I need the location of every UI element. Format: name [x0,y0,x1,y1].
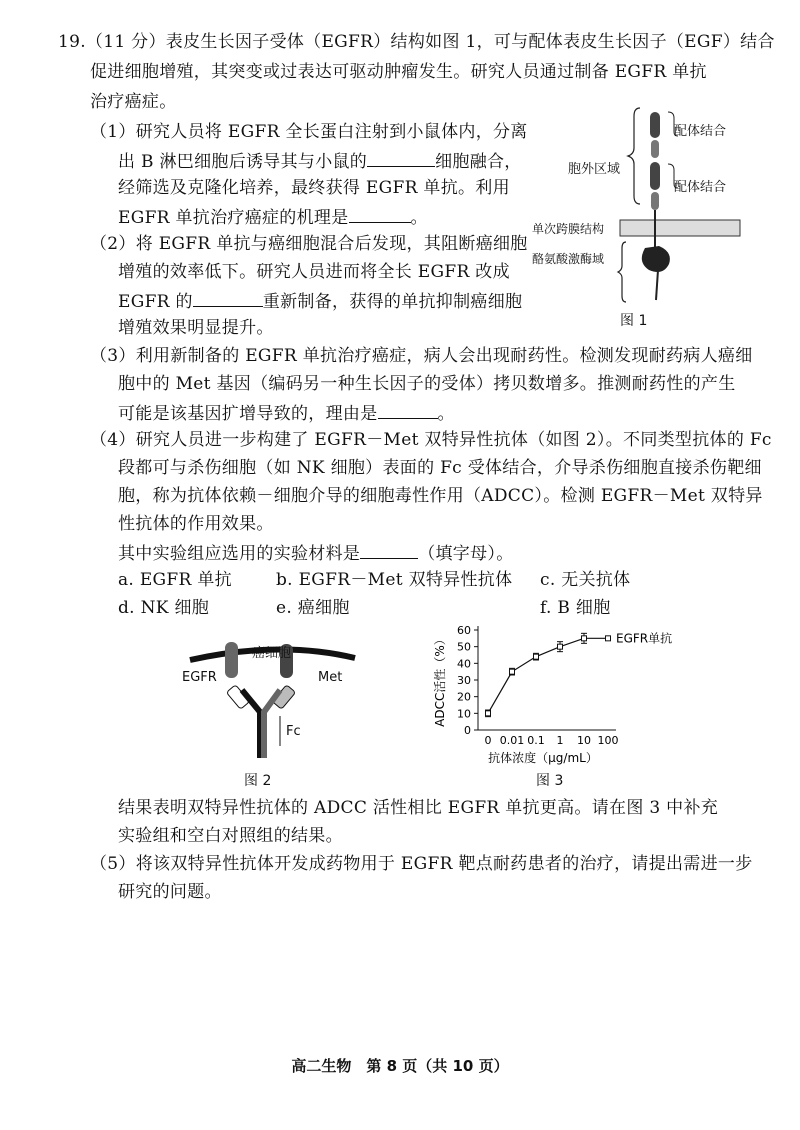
domain-2 [651,140,659,158]
page-footer: 高二生物 第 8 页（共 10 页） [291,1057,509,1075]
domain-4 [651,192,659,210]
answer-blank-4[interactable] [378,400,438,419]
egfr-structure-diagram [560,100,760,310]
figure-2 [180,630,380,790]
intracellular-brace [618,242,626,302]
figure-2-caption: 图 2 [244,773,272,789]
question-header-line3: 治疗癌症。 [90,92,177,112]
label-cancer-cell: 癌细胞 [252,646,292,661]
x-tick-label: 0.01 [499,734,525,747]
option-d: d. NK 细胞 [118,598,210,618]
answer-blank-5[interactable] [360,540,418,559]
series-line-egfr [488,638,608,713]
extracellular-brace [628,108,640,204]
answer-blank-3[interactable] [193,288,263,307]
x-tick-label: 10 [577,734,591,747]
y-axis-label: ADCC活性（%） [433,633,447,727]
label-ligand-binding-2: 配体结合 [674,180,727,195]
part4-result-line1: 结果表明双特异性抗体的 ADCC 活性相比 EGFR 单抗更高。请在图 3 中补充 [118,798,719,818]
data-point [510,669,515,674]
option-c: c. 无关抗体 [540,570,631,590]
part2-line3: EGFR 的 重新制备，获得的单抗抑制癌细胞 [118,288,522,314]
data-point [486,711,491,716]
part2-line4: 增殖效果明显提升。 [118,318,274,338]
part1-line2: 出 B 淋巴细胞后诱导其与小鼠的 细胞融合， [118,148,522,174]
option-a: a. EGFR 单抗 [118,570,232,590]
part3-line1: （3）利用新制备的 EGFR 单抗治疗癌症，病人会出现耐药性。检测发现耐药病人癌细 [90,346,753,366]
part1-line4: EGFR 单抗治疗癌症的机理是 。 [118,204,428,230]
label-egfr: EGFR [182,670,217,685]
series-legend: EGFR单抗 [616,631,673,646]
part5-line2: 研究的问题。 [118,882,222,902]
part4-result-line2: 实验组和空白对照组的结果。 [118,826,343,846]
data-point [582,636,587,641]
label-ligand-binding-1: 配体结合 [674,124,727,139]
part4-line5: 其中实验组应选用的实验材料是 （填字母）。 [118,540,514,566]
part2-line2: 增殖的效率低下。研究人员进而将全长 EGFR 改成 [118,262,510,282]
answer-blank-2[interactable] [349,204,411,223]
cell-membrane [620,220,740,236]
figure-1 [532,100,760,330]
label-extracellular: 胞外区域 [568,162,621,177]
part4-line1: （4）研究人员进一步构建了 EGFR－Met 双特异性抗体（如图 2）。不同类型抗体的 Fc [90,430,772,450]
y-tick-label: 20 [457,690,471,704]
adcc-chart [430,620,730,770]
part3-line3: 可能是该基因扩增导致的，理由是 。 [118,400,455,426]
egfr-receptor [225,642,238,678]
part4-line2: 段都可与杀伤细胞（如 NK 细胞）表面的 Fc 受体结合，介导杀伤细胞直接杀伤靶细 [118,458,762,478]
x-tick-label: 100 [597,734,619,747]
part1-line3: 经筛选及克隆化培养，最终获得 EGFR 单抗。利用 [118,178,510,198]
label-kinase: 酪氨酸激酶域 [532,252,605,266]
x-tick-label: 0.1 [527,734,545,747]
x-axis-label: 抗体浓度（μg/mL） [488,751,598,765]
part4-line4: 性抗体的作用效果。 [118,514,274,534]
y-tick-label: 30 [457,674,471,687]
x-tick-label: 1 [556,734,564,747]
c-terminal-tail [656,270,658,300]
label-fc: Fc [286,724,301,739]
y-tick-label: 50 [457,640,471,654]
option-e: e. 癌细胞 [276,598,350,618]
answer-blank-1[interactable] [367,148,435,167]
y-tick-label: 60 [457,624,471,637]
part5-line1: （5）将该双特异性抗体开发成药物用于 EGFR 靶点耐药患者的治疗，请提出需进一步 [90,854,753,874]
data-point [534,654,539,659]
y-tick-label: 0 [464,724,471,737]
question-header-line1: 19.（11 分）表皮生长因子受体（EGFR）结构如图 1，可与配体表皮生长因子（EGF）结合 [58,32,775,52]
part1-line1: （1）研究人员将 EGFR 全长蛋白注射到小鼠体内，分离 [90,122,528,142]
y-tick-label: 10 [457,707,471,721]
data-point [606,636,611,641]
figure-1-caption: 图 1 [620,313,648,329]
option-f: f. B 细胞 [540,598,611,618]
kinase-domain [642,246,670,272]
x-tick-label: 0 [484,734,492,747]
option-b: b. EGFR－Met 双特异性抗体 [276,570,513,590]
part4-line3: 胞，称为抗体依赖－细胞介导的细胞毒性作用（ADCC）。检测 EGFR－Met 双特异 [118,486,763,506]
figure-3-caption: 图 3 [536,773,564,789]
label-transmembrane: 单次跨膜结构 [532,222,605,236]
domain-1 [650,112,660,138]
domain-3 [650,162,660,190]
part2-line1: （2）将 EGFR 单抗与癌细胞混合后发现，其阻断癌细胞 [90,234,528,254]
question-header-line2: 促进细胞增殖，其突变或过表达可驱动肿瘤发生。研究人员通过制备 EGFR 单抗 [90,62,707,82]
data-point [558,644,563,649]
figure-3 [430,620,730,790]
label-met: Met [318,670,343,685]
y-tick-label: 40 [457,657,471,671]
part3-line2: 胞中的 Met 基因（编码另一种生长因子的受体）拷贝数增多。推测耐药性的产生 [118,374,736,394]
